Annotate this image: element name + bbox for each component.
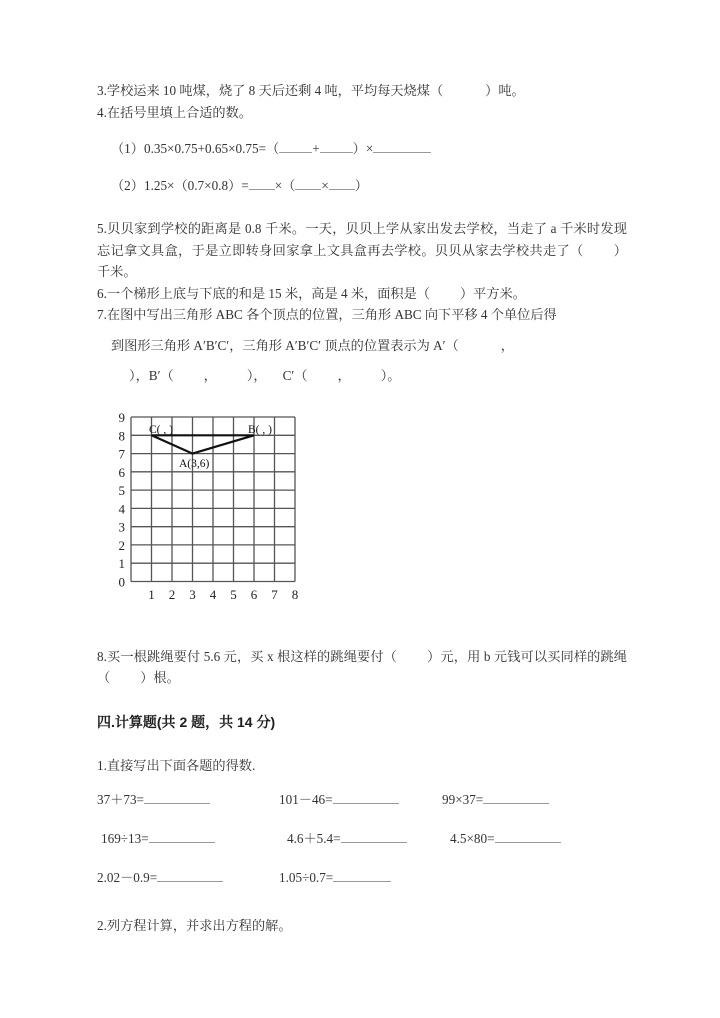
question-4-text: 在括号里填上合适的数。 — [106, 104, 252, 120]
calc-question-2-text: 列方程计算，并求出方程的解。 — [106, 918, 292, 933]
coordinate-grid-figure — [105, 409, 335, 624]
vertex-label-b: B( , ) — [248, 423, 272, 436]
svg-text:2: 2 — [168, 586, 176, 602]
calc-answer-blank[interactable] — [144, 791, 210, 804]
question-7-line-2-comma: ， — [500, 337, 514, 353]
svg-text:3: 3 — [189, 586, 196, 602]
question-7-line-3-comma-1: ， — [203, 368, 217, 383]
svg-text:1: 1 — [148, 586, 155, 602]
question-4-sub-1-middle: ）× — [352, 141, 374, 156]
calc-expression: 169÷13= — [101, 831, 149, 846]
calc-expression: 37＋73= — [97, 792, 144, 807]
question-6-text-after: ）平方米。 — [459, 285, 526, 301]
calc-answer-blank[interactable] — [333, 791, 399, 804]
question-4-sub-1-blank-2[interactable] — [320, 140, 353, 153]
question-4-sub-2-blank-2[interactable] — [295, 177, 321, 190]
question-7-line-3-text-a: ），B′（ — [129, 368, 174, 383]
calc-item — [279, 824, 442, 854]
calc-expression: 2.02－0.9= — [97, 870, 158, 885]
vertex-label-a: A(3,6) — [179, 457, 210, 470]
calc-expression: 101－46= — [279, 792, 333, 807]
calc-item — [97, 863, 279, 893]
svg-text:6: 6 — [118, 464, 125, 480]
question-6-text-before: 一个梯形上底与下底的和是 15 米，高是 4 米，面积是（ — [106, 285, 430, 301]
grid-lines — [131, 417, 295, 582]
question-3-text-after: ）吨。 — [485, 83, 525, 98]
calc-item — [97, 785, 279, 815]
question-4-sub-2-label: （2） — [111, 177, 144, 193]
question-7-line-2-text-a: 到图形三角形 A′B′C′，三角形 A′B′C′ 顶点的位置表示为 A′（ — [111, 337, 459, 353]
question-7-line-3-comma-2: ， — [337, 368, 351, 383]
question-8-number: 8. — [97, 648, 107, 664]
question-5-text-after: ）千米。 — [97, 242, 627, 279]
question-4-sub-2-blank-1[interactable] — [249, 177, 275, 190]
svg-text:7: 7 — [118, 446, 125, 462]
question-3-number: 3. — [97, 83, 107, 98]
calc-row-2 — [97, 824, 627, 854]
question-3-text-before: 学校运来 10 吨煤，烧了 8 天后还剩 4 吨，平均每天烧煤（ — [106, 83, 444, 98]
calc-question-2-number: 2. — [97, 918, 107, 933]
question-4-sub-1-label: （1） — [111, 141, 144, 156]
calc-answer-blank[interactable] — [157, 869, 223, 882]
svg-text:9: 9 — [118, 409, 125, 425]
calc-item — [97, 824, 279, 854]
question-5-number: 5. — [97, 221, 107, 236]
svg-text:8: 8 — [291, 586, 299, 602]
calc-question-1-number: 1. — [97, 757, 107, 773]
calc-answer-blank[interactable] — [495, 830, 561, 843]
calc-question-1-text: 直接写出下面各题的得数. — [106, 757, 256, 773]
question-4-sub-1-blank-3[interactable] — [373, 140, 431, 153]
calc-answer-blank[interactable] — [149, 830, 215, 843]
svg-text:7: 7 — [271, 586, 278, 602]
question-5 — [97, 218, 627, 283]
calc-question-1 — [97, 755, 627, 777]
question-4-sub-2 — [97, 175, 627, 197]
question-4-sub-2-operator-1: ×（ — [274, 177, 296, 193]
question-7-line-3-text-f: ）。 — [380, 368, 401, 383]
svg-text:4: 4 — [209, 586, 217, 602]
svg-text:5: 5 — [118, 482, 125, 498]
calc-expression: 99×37= — [442, 792, 484, 807]
svg-text:3: 3 — [118, 519, 125, 535]
question-4-sub-1-expression: 0.35×0.75+0.65×0.75=（ — [143, 141, 280, 156]
calc-item — [442, 824, 627, 854]
calc-item — [279, 785, 442, 815]
coordinate-grid-svg — [105, 409, 335, 624]
x-axis-labels — [148, 587, 298, 602]
calc-expression: 4.5×80= — [450, 831, 495, 846]
question-4 — [97, 102, 627, 124]
question-7-line-3-text-d: C′（ — [282, 368, 308, 383]
question-4-sub-2-blank-3[interactable] — [329, 177, 355, 190]
triangle-abc — [152, 435, 255, 453]
question-7-number: 7. — [97, 307, 107, 322]
y-axis-labels — [119, 410, 126, 590]
worksheet-content — [97, 80, 627, 937]
calc-expression: 4.6＋5.4= — [287, 831, 341, 846]
calc-answer-blank[interactable] — [341, 830, 407, 843]
question-4-sub-2-tail: ） — [354, 177, 368, 193]
question-8-text-before: 买一根跳绳要付 5.6 元，买 x 根这样的跳绳要付（ — [106, 648, 397, 664]
question-3 — [97, 80, 627, 102]
question-6-number: 6. — [97, 285, 107, 301]
question-4-number: 4. — [97, 104, 107, 120]
question-4-sub-1-blank-1[interactable] — [279, 140, 312, 153]
question-8-text-middle: ）元，用 b 元钱可以买同样的跳绳（ — [97, 648, 627, 685]
svg-text:6: 6 — [250, 586, 258, 602]
svg-text:4: 4 — [118, 500, 125, 516]
question-7-line-2 — [97, 335, 627, 357]
question-4-sub-2-operator-2: × — [321, 177, 329, 193]
question-6 — [97, 283, 627, 305]
svg-text:2: 2 — [118, 537, 125, 553]
calc-item-empty — [442, 863, 627, 893]
calc-expression: 1.05÷0.7= — [279, 870, 334, 885]
calc-answer-blank[interactable] — [483, 791, 549, 804]
question-7-line-3-text-c: ）， — [246, 368, 267, 383]
question-4-sub-2-expression: 1.25×（0.7×0.8）= — [143, 177, 249, 193]
question-8-text-after: ）根。 — [140, 670, 180, 685]
svg-text:8: 8 — [118, 427, 125, 443]
question-5-text-before: 贝贝家到学校的距离是 0.8 千米。一天，贝贝上学从家出发去学校，当走了 a 千米时发现忘记拿文具盒，于是立即转身回家拿上文具盒再去学校。贝贝从家去学校共走了（ — [97, 221, 627, 258]
section-heading-calculation: 四.计算题(共 2 题，共 14 分) — [97, 713, 276, 730]
svg-text:1: 1 — [118, 555, 125, 571]
calc-answer-blank[interactable] — [333, 869, 391, 882]
question-8 — [97, 646, 627, 689]
svg-text:5: 5 — [230, 586, 237, 602]
question-7 — [97, 304, 627, 326]
question-4-sub-1 — [97, 138, 627, 160]
question-4-sub-1-operator: + — [312, 141, 320, 156]
question-7-line-1: 在图中写出三角形 ABC 各个顶点的位置，三角形 ABC 向下平移 4 个单位后得 — [106, 307, 557, 322]
calc-question-2 — [97, 915, 627, 937]
calc-item — [442, 785, 627, 815]
svg-text:0: 0 — [118, 574, 125, 589]
question-7-line-3 — [97, 365, 627, 387]
calc-row-1 — [97, 785, 627, 815]
calc-item — [279, 863, 442, 893]
vertex-label-c: C( , ) — [149, 423, 173, 436]
calc-row-3 — [97, 863, 627, 893]
